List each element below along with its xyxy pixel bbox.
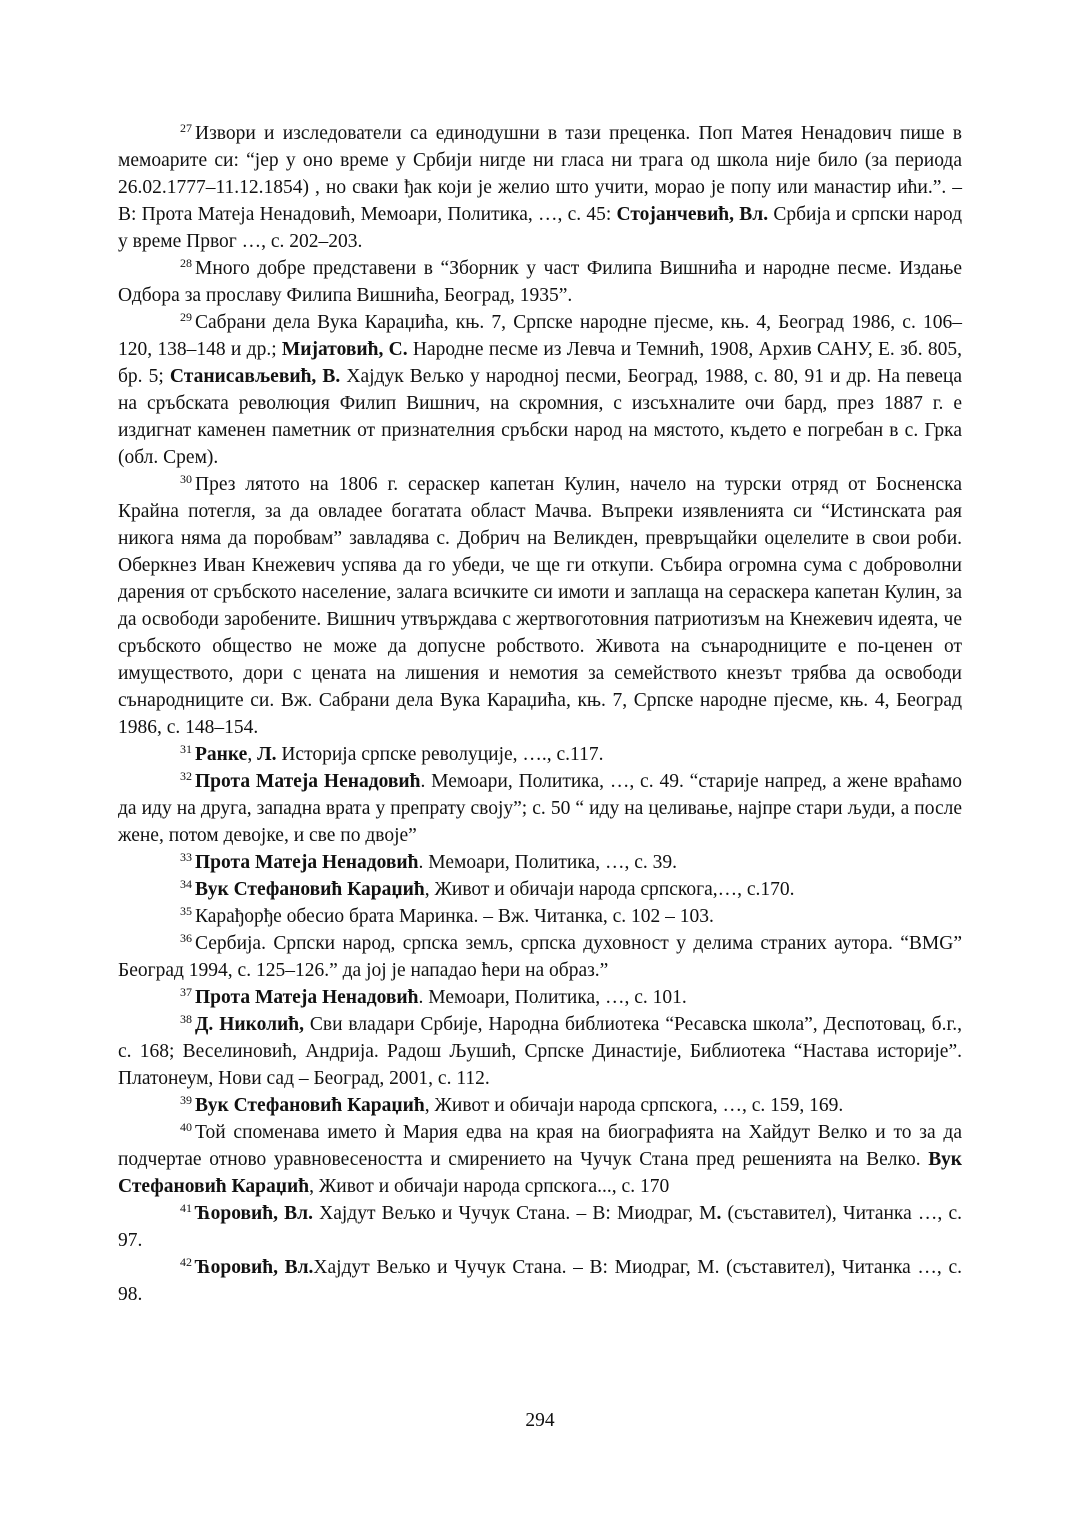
footnote-31 [118, 741, 962, 768]
footnote-29 [118, 309, 962, 471]
footnotes-list [118, 120, 962, 1308]
footnote-text: , Живот и обичаји народа српскога,…, с.170. [424, 879, 795, 900]
footnote-number: 41 [180, 1201, 192, 1215]
footnote-bold-text: Стојанчевић, Вл. [616, 204, 769, 225]
footnote-text: Србија и српски народ у време Првог …, с. 202–203. [118, 204, 962, 252]
footnote-number: 39 [180, 1093, 192, 1107]
footnote-text: , Живот и обичаји народа српскога..., с. 170 [309, 1176, 670, 1197]
footnote-text: През лятото на 1806 г. сераскер капетан Кулин, начело на турски отряд от Босненска Крайна потегля, за да овладее богатата област Мачва. Въпреки изявленията си “Истинската рая никога няма да поробвам” завладява с. Добрич на Великден, превръщайки оцелелите в свои роби. Оберкнез Иван Кнежевич успява да го убеди, че ще ги откупи. Събира огромна сума с доброволни дарения от сръбското население, залага всичките си имоти и заплаща на сераскера капетан Кулин, за да освободи заробените. Вишнич утвърждава с жертвоготовния патриотизъм на Кнежевич идеята, че сръбското общество не може да допусне робството. Живота на сънародниците е по-ценен от имуществото, дори с цената на лишения и немотия за семейството кнезът трябва да освободи сънародниците си. Вж. Сабрани дела Вука Караџића, књ. 7, Српске народне пјесме, књ. 4, Београд 1986, с. 148–154. [118, 474, 962, 738]
footnote-bold-text: Прота Матеја Ненадовић [195, 852, 419, 873]
footnote-text: Много добре представени в “Зборник у част Филипа Вишнића и народне песме. Издање Одбора за прославу Филипа Вишнића, Београд, 1935”. [118, 258, 962, 306]
footnote-bold-text: Д. Николић, [195, 1014, 304, 1035]
footnote-33 [118, 849, 962, 876]
footnote-bold-text: Ћоровић, Вл. [195, 1203, 313, 1224]
footnote-text: . Мемоари, Политика, …, с. 39. [418, 852, 677, 873]
footnote-32 [118, 768, 962, 849]
footnote-35 [118, 903, 962, 930]
footnote-bold-text: . [716, 1203, 722, 1224]
footnote-30 [118, 471, 962, 741]
footnote-text: Историја српске револуције, …., с.117. [276, 744, 604, 765]
footnote-37 [118, 984, 962, 1011]
footnote-bold-text: Л. [257, 744, 277, 765]
footnote-bold-text: Мијатовић, С. [281, 339, 408, 360]
footnote-number: 30 [180, 472, 192, 486]
footnote-bold-text: Вук Стефановић Караџић [195, 1095, 425, 1116]
footnote-number: 34 [180, 877, 192, 891]
footnote-text: Извори и изследователи са единодушни в тази преценка. Поп Матея Ненадович пише в мемоарите си: “јер у оно време у Србији нигде ни гласа ни трага од школа није било (за периода 26.02.1777–11.12.1854) , но сваки ђак који је желио што учити, морао је попу или манастир ићи.”. – В: Прота Матеја Ненадовић, Мемоари, Политика, …, с. 45: [118, 123, 962, 225]
footnote-bold-text: Прота Матеја Ненадовић [195, 771, 421, 792]
footnote-text: Карађорђе обесио брата Маринка. – Вж. Читанка, с. 102 – 103. [195, 906, 714, 927]
footnote-40 [118, 1119, 962, 1200]
footnote-number: 32 [180, 769, 192, 783]
footnote-39 [118, 1092, 962, 1119]
footnote-number: 29 [180, 310, 192, 324]
footnote-text: Сербија. Српски народ, српска земљ, српска духовност у делима страних аутора. “BMG” Београд 1994, с. 125–126.” да јој је нападао ћери на образ.” [118, 933, 962, 981]
footnote-38 [118, 1011, 962, 1092]
footnote-text: , Живот и обичаји народа српскога, …, с. 159, 169. [424, 1095, 844, 1116]
footnote-number: 35 [180, 904, 192, 918]
footnote-text: Народне песме из Левча и Темнић, 1908, Архив САНУ, Е. зб. 805, бр. 5; [118, 339, 962, 387]
footnote-text: Хајдут Вељко и Чучук Стана. – В: Миодраг, М [312, 1203, 717, 1224]
footnote-text: Сабрани дела Вука Караџића, књ. 7, Српске народне пјесме, књ. 4, Београд 1986, с. 106–120, 138–148 и др.; [118, 312, 962, 360]
footnote-number: 36 [180, 931, 192, 945]
footnote-text: . Мемоари, Политика, …, с. 49. “старије напред, а жене враћамо да иду на друга, западна врата у препрату своју”; с. 50 “ иду на целивање, најпре стари људи, а после жене, потом девојке, и све по двоје” [118, 771, 962, 846]
footnote-bold-text: Станисављевић, В. [169, 366, 341, 387]
footnote-bold-text: Вук Стефановић Караџић [118, 1149, 962, 1197]
footnote-number: 33 [180, 850, 192, 864]
footnote-bold-text: Вук Стефановић Караџић [195, 879, 425, 900]
footnote-28 [118, 255, 962, 309]
footnote-36 [118, 930, 962, 984]
footnote-27 [118, 120, 962, 255]
footnote-bold-text: Ћоровић, Вл. [195, 1257, 314, 1278]
footnote-text: (съставител), Читанка …, с. 97. [118, 1203, 963, 1251]
footnote-text: Той споменава името ѝ Мария едва на края на биографията на Хайдут Велко и то за да подчертае отново уравновесеността и смирението на Чучук Стана пред решенията на Велко. [118, 1122, 962, 1170]
footnote-number: 27 [180, 121, 192, 135]
footnote-number: 37 [180, 985, 192, 999]
page-number: 294 [525, 1410, 555, 1431]
footnote-text: . Мемоари, Политика, …, с. 101. [418, 987, 687, 1008]
footnote-text: Сви владари Србије, Народна библиотека “Ресавска школа”, Деспотовац, б.г., с. 168; Веселиновић, Андрија. Радош Љушић, Српске Династије, Библиотека “Настава историје”. Платонеум, Нови сад – Београд, 2001, с. 112. [118, 1014, 963, 1089]
footnote-number: 42 [180, 1255, 192, 1269]
footnote-number: 40 [180, 1120, 192, 1134]
footnote-bold-text: Прота Матеја Ненадовић [195, 987, 419, 1008]
footnote-42 [118, 1254, 962, 1308]
footnote-34 [118, 876, 962, 903]
footnote-41 [118, 1200, 962, 1254]
footnote-number: 31 [180, 742, 192, 756]
footnote-bold-text: Ранке [195, 744, 248, 765]
footnote-text: Хајдук Вељко у народној песми, Београд, 1988, с. 80, 91 и др. На певеца на сръбската революция Филип Вишнич, на скромния, с изсъхналите очи бард, през 1887 г. е издигнат каменен паметник от признателния сръбски народ на мястото, където е погребан в с. Грка (обл. Срем). [118, 366, 963, 468]
footnote-number: 28 [180, 256, 192, 270]
footnote-number: 38 [180, 1012, 192, 1026]
footnote-text: , [247, 744, 258, 765]
footnote-text: Хајдут Вељко и Чучук Стана. – В: Миодраг, М. (съставител), Читанка …, с. 98. [118, 1257, 962, 1305]
